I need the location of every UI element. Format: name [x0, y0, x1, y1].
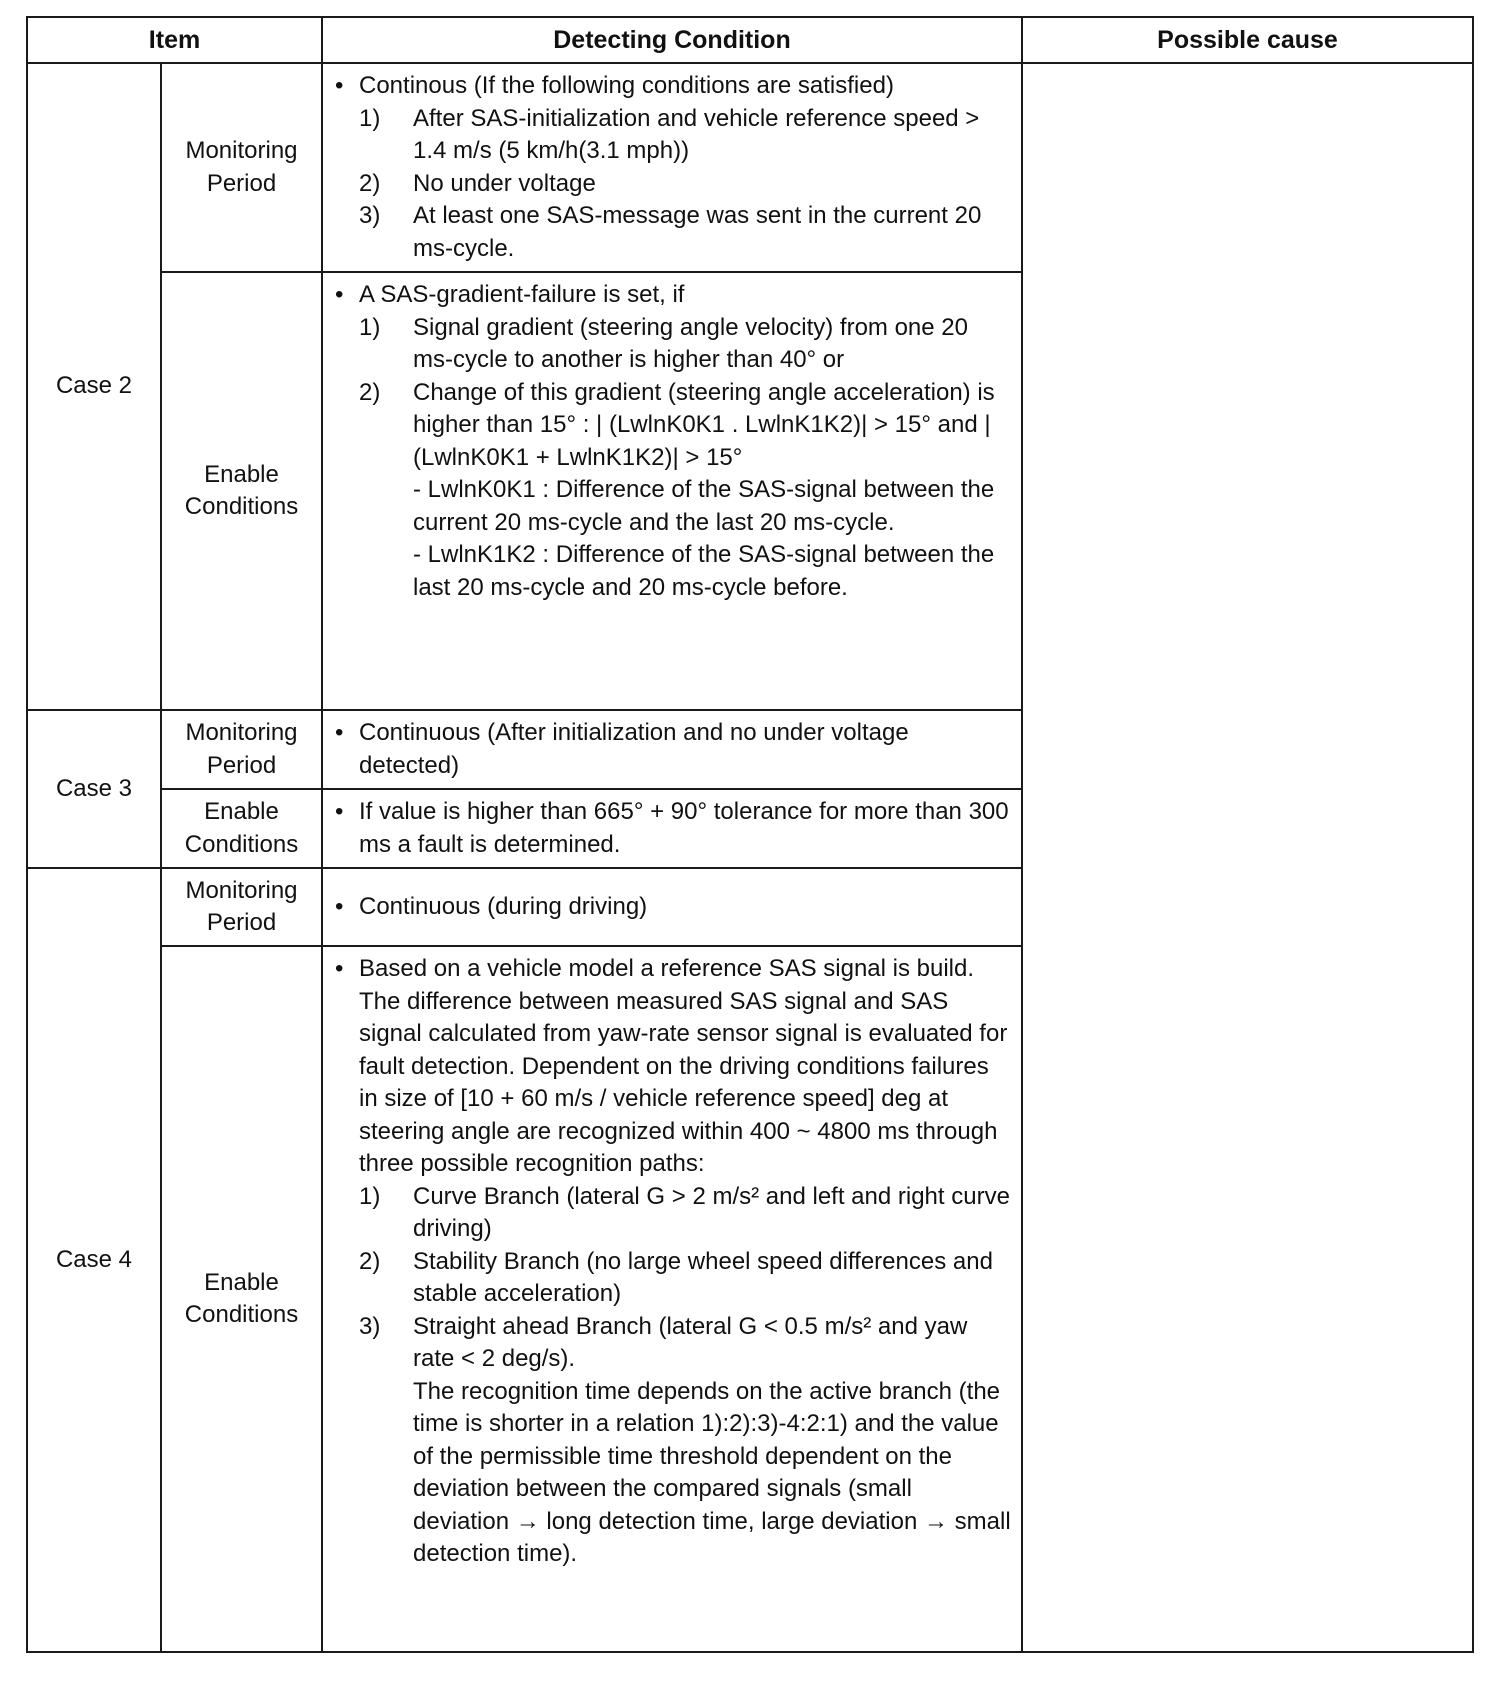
case-2-enable-condition	[322, 272, 1022, 710]
list-item: 3) At least one SAS-message was sent in the current 20 ms-cycle.	[359, 202, 982, 262]
case-3-monitoring-condition	[322, 710, 1022, 789]
case-4-monitoring-bullet: • Continuous (during driving)	[359, 891, 1011, 924]
possible-cause-cell	[1022, 63, 1473, 1652]
case-4-monitoring-condition	[322, 868, 1022, 946]
header-row	[27, 17, 1473, 63]
table-row	[27, 63, 1473, 272]
case-3-enable-label: Enable Conditions	[161, 789, 322, 868]
case-4-note: The recognition time depends on the active branch (the time is shorter in a relation 1):2):3)-4:2:1) and the value of the permissible time threshold dependent on the deviation between the compared signals (small deviation → long detection time, large deviation → small detection time).	[413, 1377, 1011, 1567]
case-2-enable-bullet: • A SAS-gradient-failure is set, if	[359, 279, 1011, 312]
list-item: 2) Change of this gradient (steering angle acceleration) is higher than 15° : | (LwlnK0K1 . LwlnK1K2)| > 15° and | (LwlnK0K1 + LwlnK1K2)| > 15°	[359, 378, 995, 471]
list-item: 1) Curve Branch (lateral G > 2 m/s² and left and right curve driving)	[359, 1182, 1010, 1242]
header-detecting-condition: Detecting Condition	[322, 17, 1022, 63]
list-item: 2) No under voltage	[359, 169, 596, 197]
case-4-enable-bullet: • Based on a vehicle model a reference SAS signal is build. The difference between measured SAS signal and SAS signal calculated from yaw-rate sensor signal is evaluated for fault detection. Dependent on the driving conditions failures in size of [10 + 60 m/s / vehicle reference speed] deg at steering angle are recognized within 400 ~ 4800 ms through three possible recognition paths:	[359, 953, 1011, 1181]
case-2-monitoring-label: Monitoring Period	[161, 63, 322, 272]
case-4-enable-condition	[322, 946, 1022, 1652]
case-2-label: Case 2	[27, 63, 161, 710]
case-3-label: Case 3	[27, 710, 161, 868]
case-3-enable-condition	[322, 789, 1022, 868]
case-3-enable-bullet: • If value is higher than 665° + 90° tolerance for more than 300 ms a fault is determined.	[359, 796, 1011, 861]
case-2-note-2: - LwlnK1K2 : Difference of the SAS-signal between the last 20 ms-cycle and 20 ms-cycle before.	[413, 541, 995, 601]
header-possible-cause: Possible cause	[1022, 17, 1473, 63]
list-item: 3) Straight ahead Branch (lateral G < 0.5 m/s² and yaw rate < 2 deg/s).	[359, 1312, 968, 1372]
case-2-monitoring-condition	[322, 63, 1022, 272]
diagnostic-table	[26, 16, 1474, 1653]
header-item: Item	[27, 17, 322, 63]
spec-sheet	[26, 16, 1472, 1653]
list-item: 1) After SAS-initialization and vehicle reference speed > 1.4 m/s (5 km/h(3.1 mph))	[359, 104, 980, 164]
case-3-monitoring-bullet: • Continuous (After initialization and no under voltage detected)	[359, 717, 1011, 782]
case-2-monitoring-bullet: • Continous (If the following conditions are satisfied)	[359, 70, 1011, 103]
case-4-monitoring-label: Monitoring Period	[161, 868, 322, 946]
case-2-note-1: - LwlnK0K1 : Difference of the SAS-signal between the current 20 ms-cycle and the last 20 ms-cycle.	[413, 476, 995, 536]
list-item: 2) Stability Branch (no large wheel speed differences and stable acceleration)	[359, 1247, 993, 1307]
case-4-enable-label: Enable Conditions	[161, 946, 322, 1652]
list-item: 1) Signal gradient (steering angle velocity) from one 20 ms-cycle to another is higher than 40° or	[359, 313, 968, 373]
case-4-label: Case 4	[27, 868, 161, 1652]
case-3-monitoring-label: Monitoring Period	[161, 710, 322, 789]
case-2-enable-label: Enable Conditions	[161, 272, 322, 710]
